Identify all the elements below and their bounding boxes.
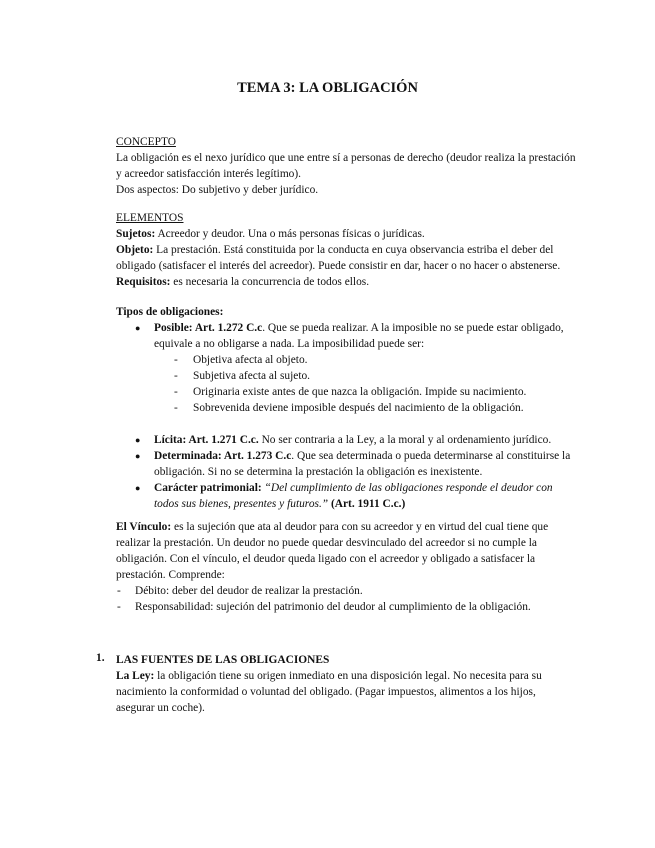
- tipo-posible: [116, 320, 576, 352]
- concepto-section: [116, 134, 576, 198]
- determinada-text: . Que sea determinada o pueda determinarse al constituirse la obligación. Si no se determina la prestación la obligación es inexistente.: [154, 450, 571, 478]
- posible-label: Posible: Art. 1.272 C.c: [154, 322, 263, 334]
- caracter-label: Carácter patrimonial:: [154, 482, 262, 494]
- sujetos-paragraph: [116, 226, 576, 242]
- imposibilidad-item: - Subjetiva afecta al sujeto.: [116, 368, 576, 384]
- sujetos-text: Acreedor y deudor. Una o más personas físicas o jurídicas.: [155, 228, 425, 240]
- vinculo-text: es la sujeción que ata al deudor para con su acreedor y en virtud del cual tiene que realizar la prestación. Un deudor no puede quedar desvinculado del acreedor si no cumple la obligación. Con el vínculo, el deudor queda ligado con el acreedor y obligado a satisfacer la prestación. Comprende:: [116, 521, 549, 581]
- tipos-list-continued: [116, 432, 576, 512]
- page-title: TEMA 3: LA OBLIGACIÓN: [237, 80, 418, 96]
- tipos-section: [116, 304, 576, 512]
- vinculo-list: [116, 583, 576, 615]
- ley-label: La Ley:: [116, 670, 155, 682]
- vinculo-item: - Responsabilidad: sujeción del patrimonio del deudor al cumplimiento de la obligación.: [116, 599, 576, 615]
- imposibilidad-item: - Objetiva afecta al objeto.: [116, 352, 576, 368]
- elementos-section: [116, 210, 576, 290]
- ley-paragraph: [116, 668, 576, 716]
- fuentes-heading: LAS FUENTES DE LAS OBLIGACIONES: [116, 654, 330, 666]
- objeto-label: Objeto:: [116, 244, 154, 256]
- vinculo-section: [116, 519, 576, 615]
- vinculo-label: El Vínculo:: [116, 521, 172, 533]
- concepto-text: La obligación es el nexo jurídico que une entre sí a personas de derecho (deudor realiza la prestación y acreedor satisfacción interés legítimo).: [116, 152, 576, 180]
- fuentes-section: [116, 652, 576, 716]
- requisitos-label: Requisitos:: [116, 276, 171, 288]
- fuentes-number: 1.: [96, 652, 105, 664]
- determinada-label: Determinada: Art. 1.273 C.c: [154, 450, 292, 462]
- tipo-determinada: [116, 448, 576, 480]
- vinculo-paragraph: [116, 519, 576, 583]
- tipos-list: [116, 320, 576, 352]
- requisitos-paragraph: [116, 274, 576, 290]
- licita-text: No ser contraria a la Ley, a la moral y al ordenamiento jurídico.: [258, 434, 552, 446]
- caracter-ref: (Art. 1911 C.c.): [328, 498, 406, 510]
- vinculo-item: - Débito: deber del deudor de realizar la prestación.: [116, 583, 576, 599]
- concepto-heading: CONCEPTO: [116, 136, 176, 148]
- imposibilidad-item: - Originaria existe antes de que nazca la obligación. Impide su nacimiento.: [116, 384, 576, 400]
- imposibilidad-item: - Sobrevenida deviene imposible después del nacimiento de la obligación.: [116, 400, 576, 416]
- imposibilidad-list: [116, 352, 576, 416]
- objeto-text: La prestación. Está constituida por la conducta en cuya observancia estriba el deber del obligado (satisfacer el interés del acreedor). Puede consistir en dar, hacer o no hacer o abstenerse.: [116, 244, 561, 272]
- tipo-caracter-patrimonial: [116, 480, 576, 512]
- objeto-paragraph: [116, 242, 576, 274]
- ley-text: la obligación tiene su origen inmediato en una disposición legal. No necesita para su nacimiento la conformidad o voluntad del obligado. (Pagar impuestos, alimentos a los hijos, asegurar un coche).: [116, 670, 542, 714]
- requisitos-text: es necesaria la concurrencia de todos ellos.: [170, 276, 370, 288]
- tipos-heading: Tipos de obligaciones:: [116, 306, 224, 318]
- tipo-licita: [116, 432, 576, 448]
- concepto-aspectos: Dos aspectos: Do subjetivo y deber jurídico.: [116, 184, 319, 196]
- sujetos-label: Sujetos:: [116, 228, 156, 240]
- elementos-heading: ELEMENTOS: [116, 212, 184, 224]
- caracter-quote: “Del cumplimiento de las obligaciones responde el deudor con todos sus bienes, presentes y futuros.”: [154, 482, 553, 510]
- posible-text: . Que se pueda realizar. A la imposible no se puede estar obligado, equivale a no obligarse a nada. La imposibilidad puede ser:: [154, 322, 564, 350]
- licita-label: Lícita: Art. 1.271 C.c.: [154, 434, 259, 446]
